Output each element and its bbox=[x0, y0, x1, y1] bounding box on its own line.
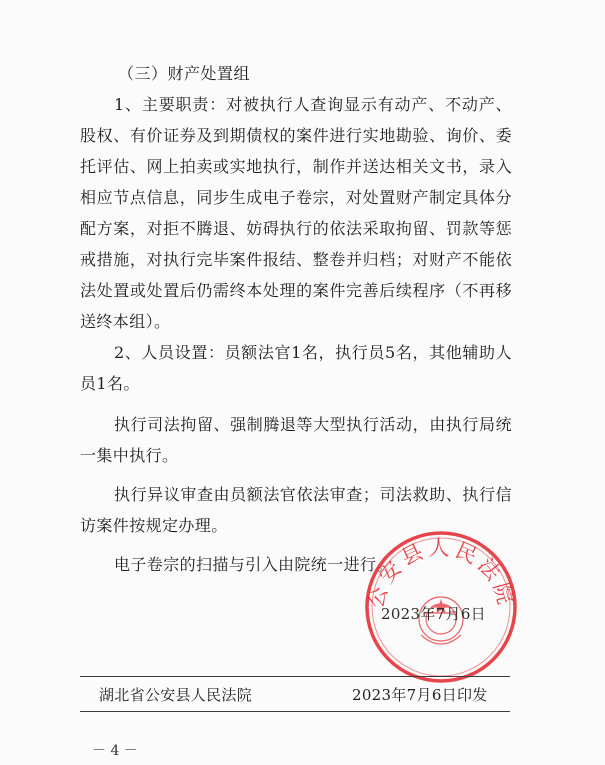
section-title: （三）财产处置组 bbox=[118, 64, 251, 83]
paragraph-enforcement: 执行司法拘留、强制腾退等大型执行活动，由执行局统一集中执行。 bbox=[80, 415, 512, 465]
paragraph-e-dossier: 电子卷宗的扫描与引入由院统一进行。 bbox=[114, 555, 393, 574]
paragraph-staffing: 2、人员设置：员额法官1名，执行员5名，其他辅助人员1名。 bbox=[80, 343, 512, 393]
footer-issue-date: 2023年7月6日印发 bbox=[352, 686, 488, 704]
document-body bbox=[80, 58, 512, 580]
seal-text: 公安县人民法院 bbox=[363, 536, 519, 611]
footer-issuer: 湖北省公安县人民法院 bbox=[99, 686, 253, 704]
footer-bottom-rule bbox=[80, 711, 510, 712]
paragraph-main-duties: 1、主要职责：对被执行人查询显示有动产、不动产、股权、有价证券及到期债权的案件进行实地勘验、询价、委托评估、网上拍卖或实地执行，制作并送达相关文书，录入相应节点信息，同步生成电子卷宗，对处置财产制定具体分配方案，对拒不腾退、妨碍执行的依法采取拘留、罚款等惩戒措施，对执行完毕案件报结、整卷并归档；对财产不能依法处置或处置后仍需终本处理的案件完善后续程序（不再移送终本组）。 bbox=[80, 95, 512, 331]
footer-top-rule bbox=[80, 676, 510, 677]
page-number: － 4 － bbox=[92, 743, 138, 759]
signature-date: 2023年7月6日 bbox=[381, 605, 486, 623]
paragraph-objection-review: 执行异议审查由员额法官依法审查；司法救助、执行信访案件按规定办理。 bbox=[80, 485, 512, 535]
